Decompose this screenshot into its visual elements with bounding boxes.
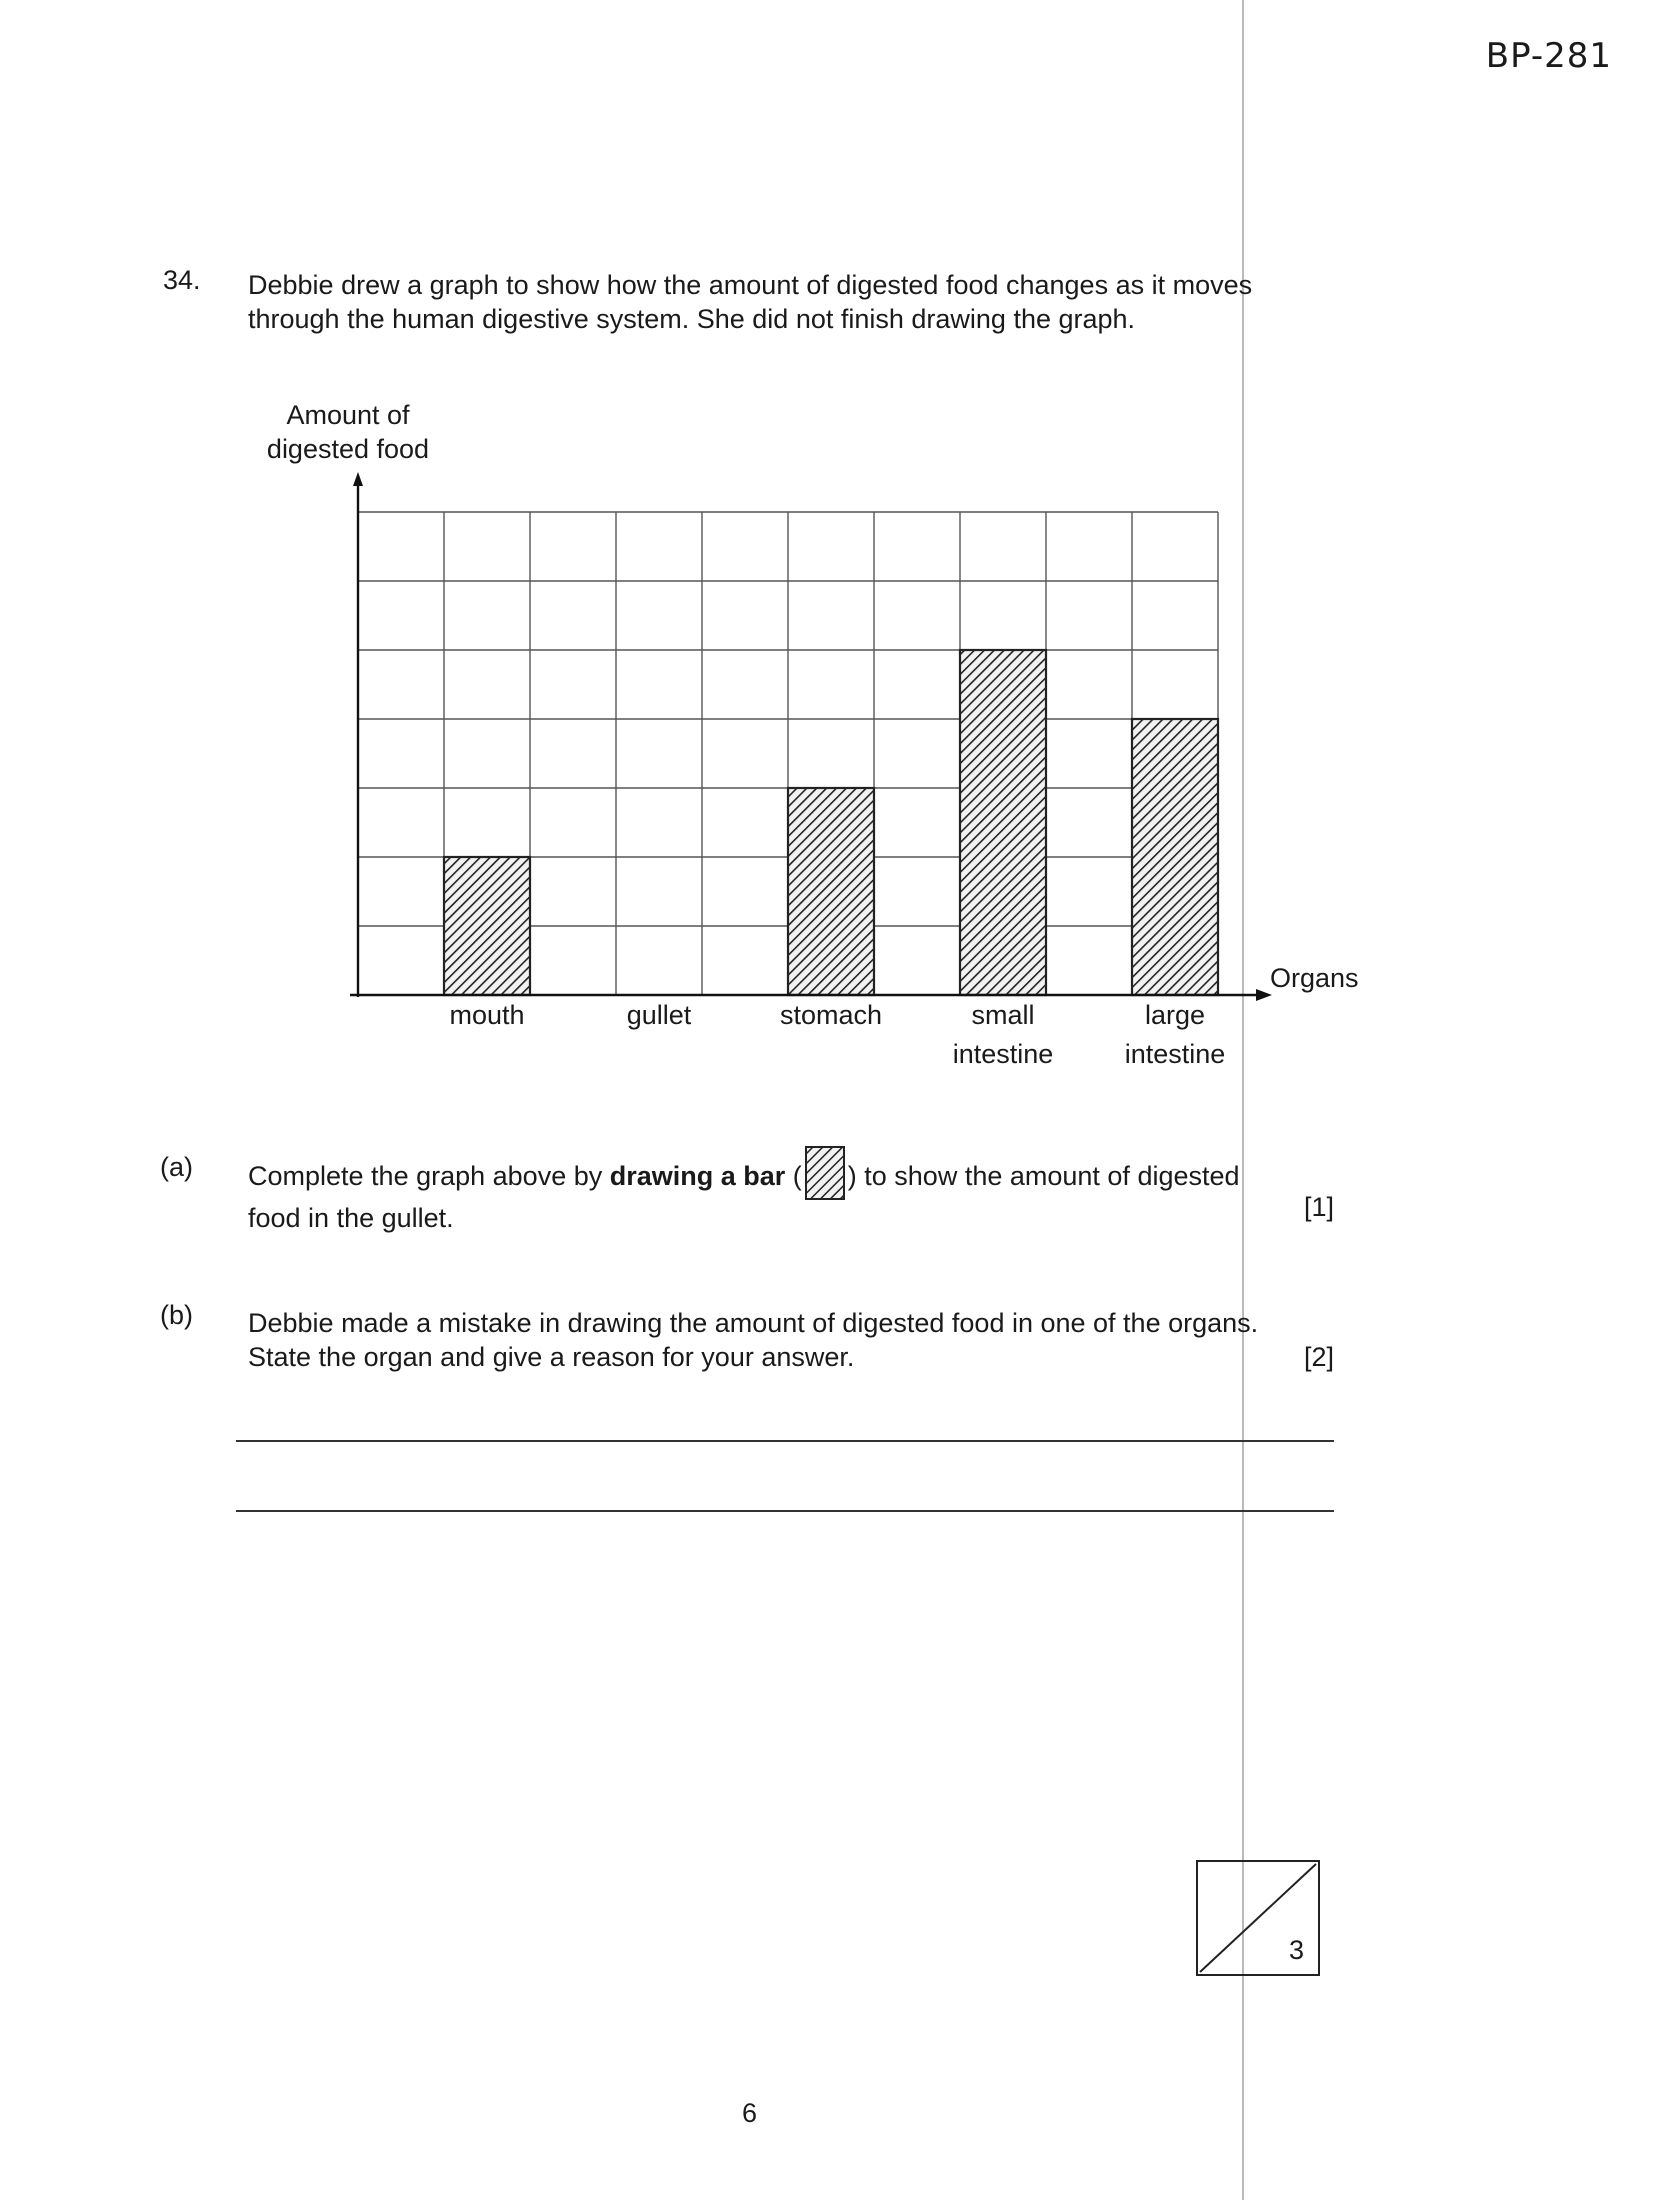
part-b-text <box>248 1306 1258 1374</box>
answer-line-2[interactable] <box>236 1510 1334 1512</box>
score-value: 3 <box>1288 1935 1304 1965</box>
question-text-line-2: through the human digestive system. She did not finish drawing the graph. <box>248 304 1136 334</box>
part-a-line-2: food in the gullet. <box>248 1203 454 1233</box>
y-axis-label-line-1: Amount of <box>286 400 410 430</box>
chart-bars <box>444 650 1218 995</box>
hatched-bar-legend-icon <box>804 1145 846 1201</box>
part-b-line-2: State the organ and give a reason for your answer. <box>248 1342 855 1372</box>
y-axis-arrowhead <box>353 472 363 486</box>
category-label: stomach <box>779 1000 883 1030</box>
page-number: 6 <box>742 2098 758 2128</box>
bar-stomach <box>788 788 874 995</box>
answer-line-1[interactable] <box>236 1440 1334 1442</box>
question-text-line-1: Debbie drew a graph to show how the amount of digested food changes as it moves <box>248 270 1253 300</box>
category-label-line-2: intestine <box>952 1039 1054 1069</box>
question-number: 34. <box>163 265 201 295</box>
part-a-text-before: Complete the graph above by <box>248 1161 610 1192</box>
part-a-text-bold: drawing a bar <box>609 1161 786 1192</box>
part-a-text-after: ) to show the amount of digested <box>847 1161 1240 1192</box>
category-label: small <box>971 1000 1035 1030</box>
part-a-text <box>248 1155 1240 1235</box>
bar-small-intestine <box>960 650 1046 995</box>
category-label: mouth <box>449 1000 525 1030</box>
y-axis-label-line-2: digested food <box>266 434 430 464</box>
category-label: large <box>1144 1000 1206 1030</box>
part-a-line-1 <box>248 1155 1240 1201</box>
x-axis-label: Organs <box>1270 963 1359 993</box>
part-b-marks: [2] <box>1303 1342 1334 1372</box>
category-label: gullet <box>626 1000 692 1030</box>
part-a-marks: [1] <box>1303 1192 1334 1222</box>
page-code: BP-281 <box>1485 36 1612 76</box>
part-b-label: (b) <box>160 1300 193 1330</box>
part-b-line-1: Debbie made a mistake in drawing the amount of digested food in one of the organs. <box>248 1308 1259 1338</box>
score-box <box>1196 1860 1320 1976</box>
part-a-label: (a) <box>160 1152 193 1182</box>
category-label-line-2: intestine <box>1124 1039 1226 1069</box>
part-a-text-open: ( <box>785 1161 802 1192</box>
bar-mouth <box>444 857 530 995</box>
bar-large-intestine <box>1132 719 1218 995</box>
